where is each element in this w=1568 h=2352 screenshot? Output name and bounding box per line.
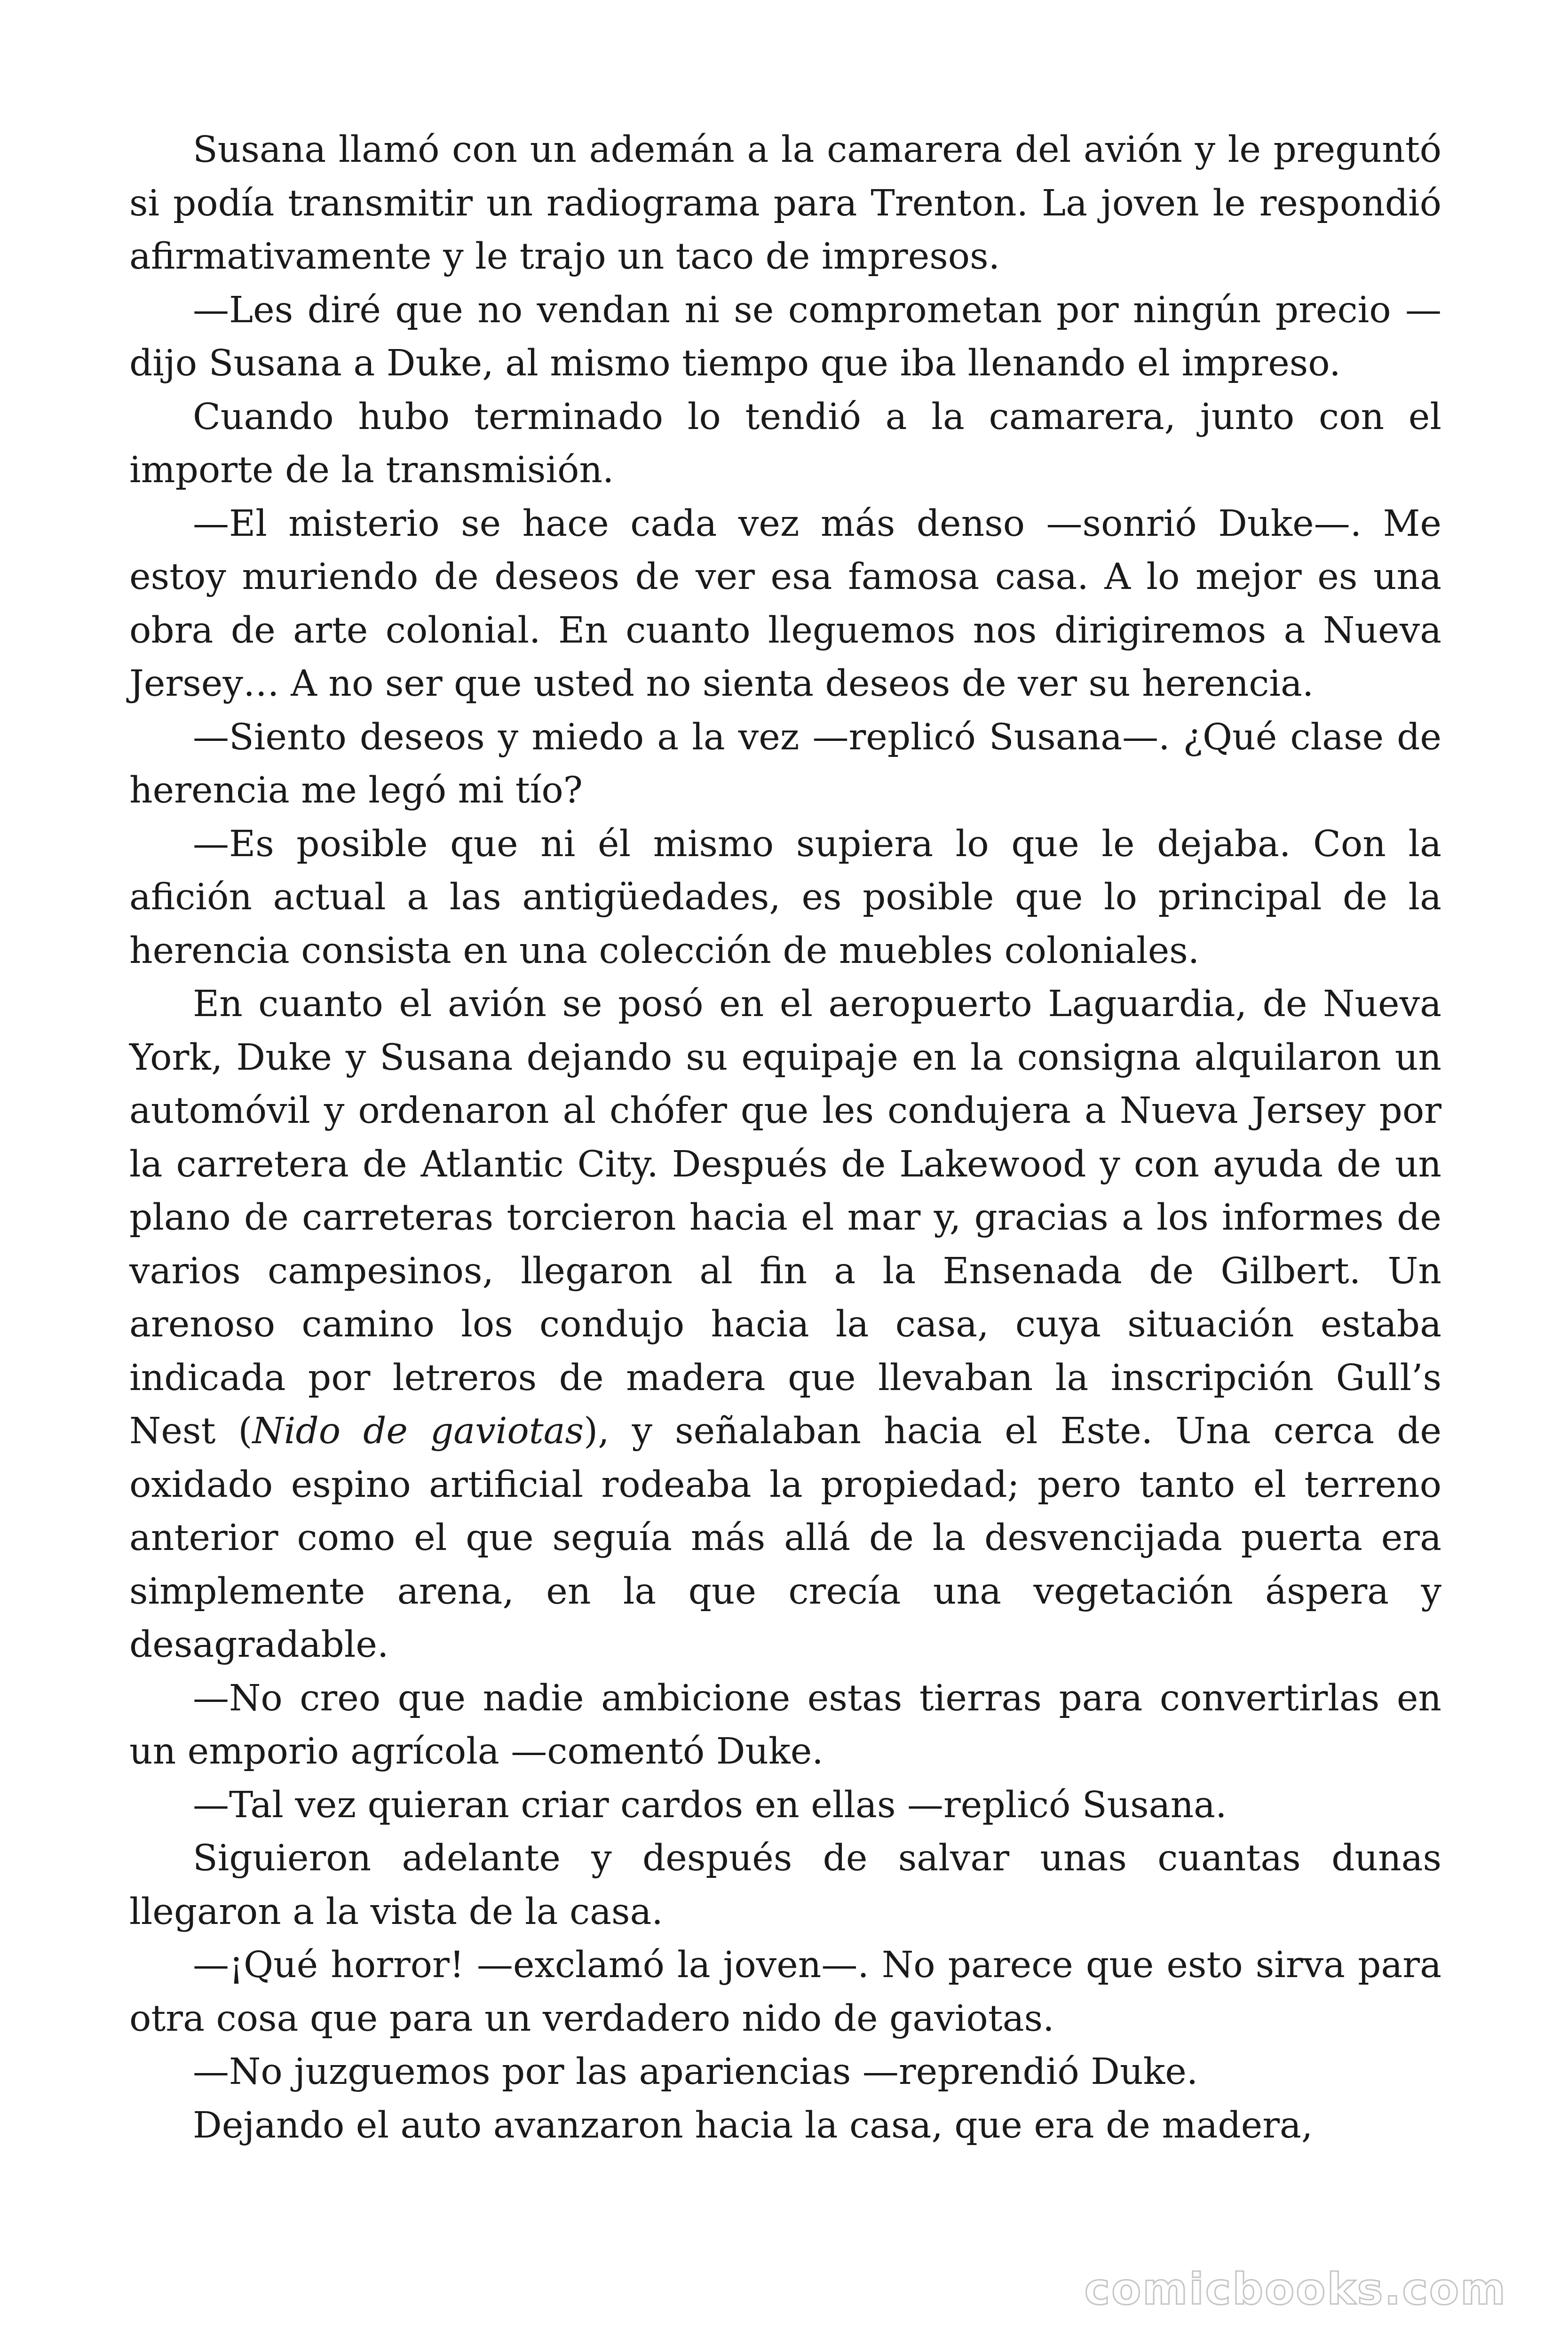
paragraph: —¡Qué horror! —exclamó la joven—. No parece que esto sirva para otra cosa que para un verdadero nido de gaviotas. xyxy=(129,1944,1441,2040)
paragraph: Siguieron adelante y después de salvar unas cuantas dunas llegaron a la vista de la casa. xyxy=(129,1837,1441,1933)
paragraph: —El misterio se hace cada vez más denso —sonrió Duke—. Me estoy muriendo de deseos de ver esa famosa casa. A lo mejor es una obra de arte colonial. En cuanto lleguemos nos dirigiremos a Nueva Jersey… A no ser que usted no sienta deseos de ver su herencia. xyxy=(129,502,1441,705)
paragraph: Susana llamó con un ademán a la camarera del avión y le preguntó si podía transmitir un radiograma para Trenton. La joven le respondió afirmativamente y le trajo un taco de impresos. xyxy=(129,129,1441,278)
book-page xyxy=(129,123,1441,2249)
paragraph-text: En cuanto el avión se posó en el aeropuerto Laguardia, de Nueva York, Duke y Susana dejando su equipaje en la consigna alquilaron un automóvil y ordenaron al chófer que les condujera a Nueva Jersey por la carretera de Atlantic City. Después de Lakewood y con ayuda de un plano de carreteras torcieron hacia el mar y, gracias a los informes de varios campesinos, llegaron al fin a la Ensenada de Gilbert. Un arenoso camino los condujo hacia la casa, cuya situación estaba indicada por letreros de madera que llevaban la inscripción Gull’s Nest ( xyxy=(129,983,1441,1452)
paragraph: —Siento deseos y miedo a la vez —replicó Susana—. ¿Qué clase de herencia me legó mi tío? xyxy=(129,716,1441,811)
paragraph-gulls-nest xyxy=(129,977,1441,1672)
italic-title: Nido de gaviotas xyxy=(252,1410,584,1452)
paragraph: —Les diré que no vendan ni se comprometan por ningún precio —dijo Susana a Duke, al mismo tiempo que iba llenando el impreso. xyxy=(129,289,1441,384)
paragraph: —Tal vez quieran criar cardos en ellas —replicó Susana. xyxy=(193,1784,1227,1826)
paragraph-text: ), y señalaban hacia el Este. Una cerca de oxidado espino artificial rodeaba la propiedad; pero tanto el terreno anterior como el que seguía más allá de la desvencijada puerta era simplemente arena, en la que crecía una vegetación áspera y desagradable. xyxy=(129,1410,1442,1666)
paragraph: —No creo que nadie ambicione estas tierras para convertirlas en un emporio agrícola —comentó Duke. xyxy=(129,1677,1441,1772)
paragraph: Cuando hubo terminado lo tendió a la camarera, junto con el importe de la transmisión. xyxy=(129,396,1441,491)
paragraph: Dejando el auto avanzaron hacia la casa, que era de madera, xyxy=(193,2104,1313,2146)
paragraph: —No juzguemos por las apariencias —reprendió Duke. xyxy=(193,2051,1198,2093)
paragraph: —Es posible que ni él mismo supiera lo que le dejaba. Con la afición actual a las antigüedades, es posible que lo principal de la herencia consista en una colección de muebles coloniales. xyxy=(129,823,1441,972)
watermark: comicbooks.com xyxy=(1084,2264,1507,2314)
